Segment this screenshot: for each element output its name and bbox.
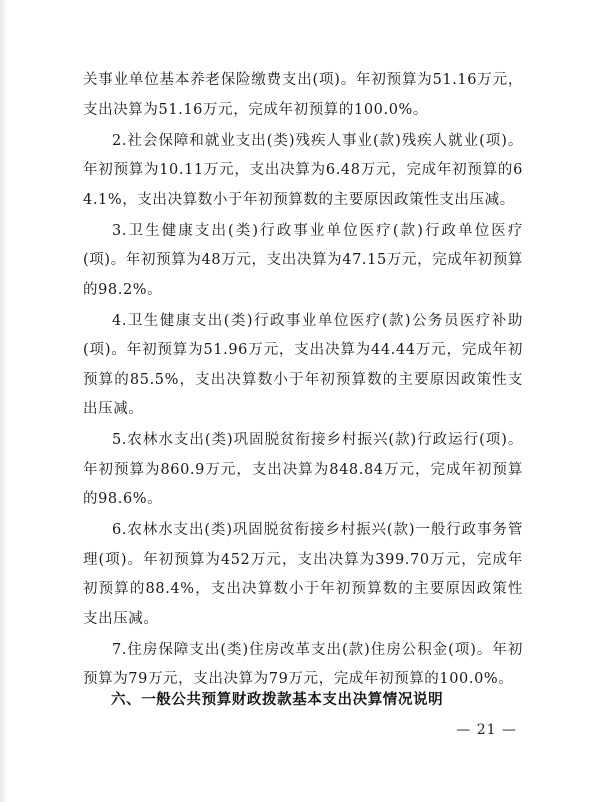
paragraph-item-7: 7.住房保障支出(类)住房改革支出(款)住房公积金(项)。年初预算为79万元，支出决算为79万元，完成年初预算的100.0%。 bbox=[83, 641, 523, 687]
page-number: — 21 — bbox=[456, 722, 517, 738]
paragraph-continued: 关事业单位基本养老保险缴费支出(项)。年初预算为51.16万元，支出决算为51.16万元，完成年初预算的100.0%。 bbox=[83, 72, 523, 118]
page-edge-shadow bbox=[0, 0, 8, 802]
body-text bbox=[83, 66, 523, 696]
paragraph-item-2: 2.社会保障和就业支出(类)残疾人事业(款)残疾人就业(项)。年初预算为10.11万元，支出决算为6.48万元，完成年初预算的64.1%，支出决算数小于年初预算数的主要原因政策性支出压减。 bbox=[83, 132, 523, 208]
section-heading: 六、一般公共预算财政拨款基本支出决算情况说明 bbox=[111, 692, 444, 708]
paragraph-item-5: 5.农林水支出(类)巩固脱贫衔接乡村振兴(款)行政运行(项)。年初预算为860.9万元，支出决算为848.84万元，完成年初预算的98.6%。 bbox=[83, 432, 523, 507]
paragraph-item-3: 3.卫生健康支出(类)行政事业单位医疗(款)行政单位医疗(项)。年初预算为48万元，支出决算为47.15万元，完成年初预算的98.2%。 bbox=[83, 222, 523, 298]
paragraph-item-4: 4.卫生健康支出(类)行政事业单位医疗(款)公务员医疗补助(项)。年初预算为51.96万元，支出决算为44.44万元，完成年初预算的85.5%，支出决算数小于年初预算数的主要原因政策性支出压减。 bbox=[83, 312, 523, 417]
paragraph-item-6: 6.农林水支出(类)巩固脱贫衔接乡村振兴(款)一般行政事务管理(项)。年初预算为452万元，支出决算为399.70万元，完成年初预算的88.4%，支出决算数小于年初预算数的主要原因政策性支出压减。 bbox=[83, 522, 523, 627]
